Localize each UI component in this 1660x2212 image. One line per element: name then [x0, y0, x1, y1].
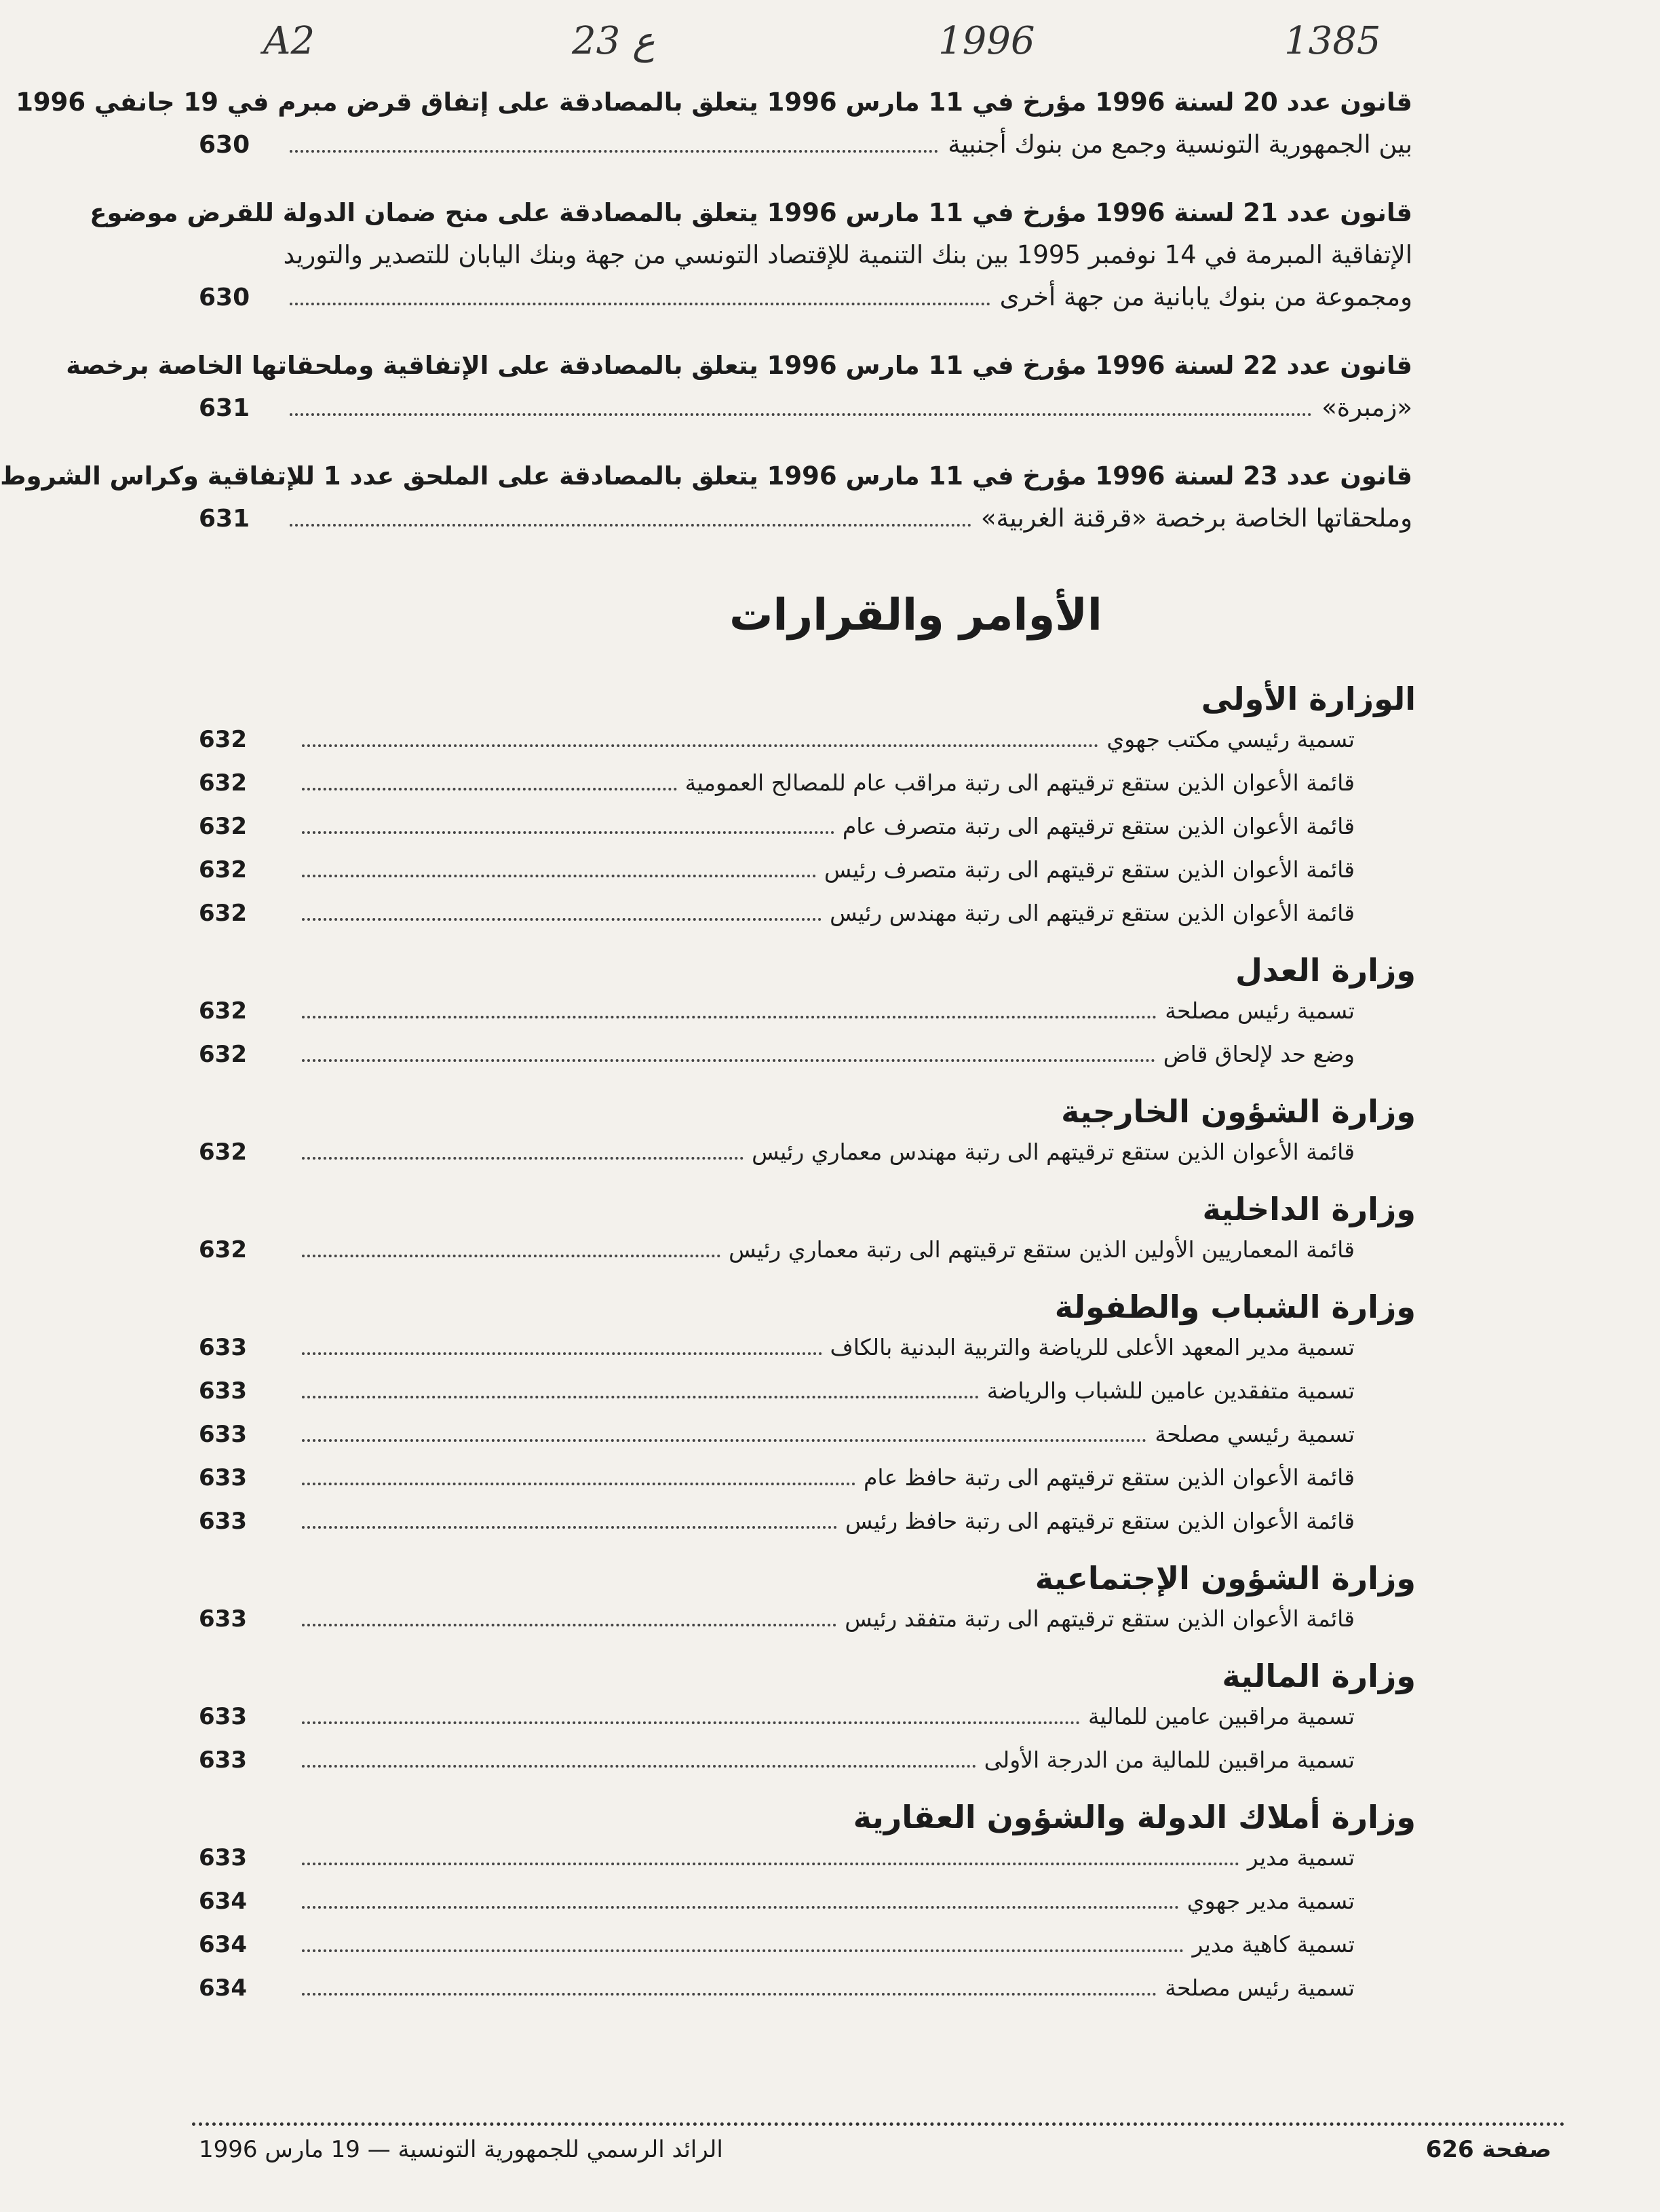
toc-item	[199, 997, 1355, 1041]
dot-leader	[302, 1255, 720, 1257]
ministry-section	[199, 672, 1416, 943]
toc-item	[199, 1975, 1355, 2018]
toc-item	[199, 1334, 1355, 1377]
page-number: 632	[199, 813, 247, 840]
page-number: 632	[199, 997, 247, 1025]
page-number: 634	[199, 1975, 247, 2002]
toc-item-text: قائمة الأعوان الذين ستقع ترقيتهم الى رتبة مهندس معماري رئيس	[752, 1139, 1355, 1165]
footer-divider	[192, 2122, 1565, 2126]
law-entry	[0, 455, 1412, 540]
dot-leader	[302, 1352, 822, 1355]
toc-item	[199, 1041, 1355, 1084]
ministry-heading: وزارة أملاك الدولة والشؤون العقارية	[853, 1799, 1416, 1835]
toc-item	[199, 1747, 1355, 1790]
dot-leader	[302, 1483, 855, 1485]
ministries-list	[199, 672, 1416, 2018]
ministry-heading: وزارة العدل	[1235, 952, 1416, 989]
toc-item-text: قائمة الأعوان الذين ستقع ترقيتهم الى رتبة حافظ عام	[863, 1464, 1355, 1491]
dot-leader	[302, 1059, 1155, 1062]
page-number: 633	[199, 1605, 247, 1633]
law-last-line: ومجموعة من بنوك يابانية من جهة أخرى 630	[199, 276, 1412, 319]
page-number: 634	[199, 1931, 247, 1958]
page-number: 633	[199, 1844, 247, 1871]
toc-item-text: تسمية مدير جهوي	[1186, 1888, 1355, 1914]
dot-leader	[302, 1906, 1179, 1909]
page-number: 632	[199, 856, 247, 883]
ministry-section	[199, 1084, 1416, 1182]
ministry-heading: وزارة الداخلية	[1202, 1191, 1416, 1227]
handwritten-note-a2: A2	[263, 19, 315, 63]
dot-leader	[302, 1993, 1157, 1996]
dot-leader	[302, 1863, 1239, 1865]
dot-leader	[302, 1765, 976, 1768]
handwritten-note-year: 1996	[938, 19, 1035, 63]
ministry-section	[199, 1790, 1416, 2018]
toc-item	[199, 726, 1355, 769]
toc-item-text: تسمية متفقدين عامين للشباب والرياضة	[986, 1377, 1355, 1404]
dot-leader	[302, 1526, 837, 1529]
toc-item-text: تسمية رئيس مصلحة	[1165, 1975, 1355, 2001]
toc-item-text: تسمية رئيس مصلحة	[1165, 997, 1355, 1024]
toc-item	[199, 1236, 1355, 1280]
page-footer	[199, 2136, 1551, 2163]
toc-item	[199, 856, 1355, 900]
dot-leader	[302, 1624, 836, 1626]
toc-item-text: تسمية مدير	[1247, 1844, 1355, 1871]
toc-item-text: قائمة الأعوان الذين ستقع ترقيتهم الى رتبة متصرف رئيس	[824, 856, 1355, 883]
page-number: 633	[199, 1747, 247, 1774]
dot-leader	[290, 150, 938, 153]
page-number: 633	[199, 1377, 247, 1405]
ministry-heading: وزارة الشؤون الإجتماعية	[1035, 1560, 1416, 1597]
toc-item	[199, 1508, 1355, 1551]
page-number: 630	[199, 131, 250, 159]
page-number: 632	[199, 1236, 247, 1263]
footer-page-label: صفحة 626	[1425, 2136, 1551, 2163]
page-number: 633	[199, 1508, 247, 1535]
toc-item	[199, 1377, 1355, 1421]
law-heading: قانون عدد 21 لسنة 1996 مؤرخ في 11 مارس 1996 يتعلق بالمصادقة على منح ضمان الدولة للقرض موضوع	[90, 198, 1412, 227]
page-number: 633	[199, 1703, 247, 1730]
toc-item	[199, 1931, 1355, 1975]
toc-item-text: قائمة الأعوان الذين ستقع ترقيتهم الى رتبة مهندس رئيس	[830, 900, 1355, 926]
dot-leader	[290, 524, 971, 527]
toc-item-text: قائمة الأعوان الذين ستقع ترقيتهم الى رتبة متفقد رئيس	[845, 1605, 1355, 1632]
page-number: 630	[199, 284, 250, 311]
ministry-section	[199, 1182, 1416, 1280]
dot-leader	[302, 788, 677, 790]
page-number: 633	[199, 1464, 247, 1491]
toc-item	[199, 1703, 1355, 1747]
law-entry	[90, 192, 1412, 319]
toc-item	[199, 1888, 1355, 1931]
dot-leader	[302, 918, 822, 921]
toc-item-text: تسمية مراقبين عامين للمالية	[1087, 1703, 1355, 1730]
page-number: 632	[199, 900, 247, 927]
law-last-line: وملحقاتها الخاصة برخصة «قرقنة الغربية» 631	[199, 497, 1412, 540]
toc-item-text: قائمة المعماريين الأولين الذين ستقع ترقيتهم الى رتبة معماري رئيس	[729, 1236, 1355, 1263]
law-entry	[16, 81, 1412, 166]
ministry-section	[199, 943, 1416, 1084]
law-entry	[66, 345, 1412, 430]
toc-item-text: تسمية رئيسي مصلحة	[1155, 1421, 1355, 1447]
dot-leader	[290, 413, 1312, 416]
law-heading: قانون عدد 20 لسنة 1996 مؤرخ في 11 مارس 1996 يتعلق بالمصادقة على إتفاق قرض مبرم في 19 جانفي 1996	[16, 88, 1412, 117]
toc-item-text: تسمية مراقبين للمالية من الدرجة الأولى	[984, 1747, 1355, 1773]
toc-item	[199, 769, 1355, 813]
laws-list	[0, 81, 1412, 566]
toc-item	[199, 1464, 1355, 1508]
page-number: 633	[199, 1334, 247, 1361]
law-last-line: بين الجمهورية التونسية وجمع من بنوك أجنبية 630	[199, 123, 1412, 166]
toc-item	[199, 1844, 1355, 1888]
dot-leader	[302, 1396, 979, 1398]
dot-leader	[302, 1439, 1146, 1442]
toc-item	[199, 1421, 1355, 1464]
toc-item	[199, 813, 1355, 856]
dot-leader	[302, 831, 834, 834]
toc-item-text: تسمية مدير المعهد الأعلى للرياضة والتربية البدنية بالكاف	[830, 1334, 1355, 1360]
handwritten-note-23: 23 ع	[572, 19, 655, 63]
toc-item-text: قائمة الأعوان الذين ستقع ترقيتهم الى رتبة متصرف عام	[842, 813, 1355, 839]
ministry-heading: الوزارة الأولى	[1201, 681, 1416, 717]
page-number: 632	[199, 1041, 247, 1068]
law-body-line: الإتفاقية المبرمة في 14 نوفمبر 1995 بين بنك التنمية للإقتصاد التونسي من جهة وبنك اليابان للتصدير والتوريد	[283, 240, 1412, 269]
toc-item-text: تسمية رئيسي مكتب جهوي	[1106, 726, 1355, 752]
toc-item	[199, 1605, 1355, 1649]
dot-leader	[302, 1721, 1080, 1724]
ministry-section	[199, 1280, 1416, 1551]
dot-leader	[302, 1157, 744, 1160]
page-number: 631	[199, 505, 250, 533]
page-number: 631	[199, 394, 250, 422]
page-number: 633	[199, 1421, 247, 1448]
toc-item-text: وضع حد لإلحاق قاض	[1163, 1041, 1355, 1067]
section-title: الأوامر والقرارات	[729, 590, 1102, 641]
dot-leader	[302, 1949, 1184, 1952]
page-number: 632	[199, 769, 247, 797]
ministry-section	[199, 1649, 1416, 1790]
footer-journal-title: الرائد الرسمي للجمهورية التونسية — 19 مارس 1996	[199, 2136, 723, 2163]
dot-leader	[302, 1016, 1157, 1018]
dot-leader	[290, 303, 990, 305]
law-last-line: «زمبرة» 631	[199, 387, 1412, 430]
handwritten-note-number: 1385	[1284, 19, 1381, 63]
dot-leader	[302, 744, 1098, 747]
toc-item-text: قائمة الأعوان الذين ستقع ترقيتهم الى رتبة حافظ رئيس	[845, 1508, 1355, 1534]
toc-item	[199, 900, 1355, 943]
dot-leader	[302, 875, 816, 877]
law-heading: قانون عدد 23 لسنة 1996 مؤرخ في 11 مارس 1996 يتعلق بالمصادقة على الملحق عدد 1 للإتفاقية وكراس الشروط	[0, 461, 1412, 491]
toc-item	[199, 1139, 1355, 1182]
ministry-heading: وزارة المالية	[1222, 1658, 1416, 1694]
ministry-section	[199, 1551, 1416, 1649]
ministry-heading: وزارة الشباب والطفولة	[1054, 1289, 1416, 1325]
law-heading: قانون عدد 22 لسنة 1996 مؤرخ في 11 مارس 1996 يتعلق بالمصادقة على الإتفاقية وملحقاتها الخاصة برخصة	[66, 351, 1412, 380]
toc-item-text: قائمة الأعوان الذين ستقع ترقيتهم الى رتبة مراقب عام للمصالح العمومية	[684, 769, 1355, 796]
ministry-heading: وزارة الشؤون الخارجية	[1061, 1093, 1416, 1130]
toc-item-text: تسمية كاهية مدير	[1192, 1931, 1355, 1958]
page-number: 632	[199, 1139, 247, 1166]
page-number: 632	[199, 726, 247, 753]
page-number: 634	[199, 1888, 247, 1915]
